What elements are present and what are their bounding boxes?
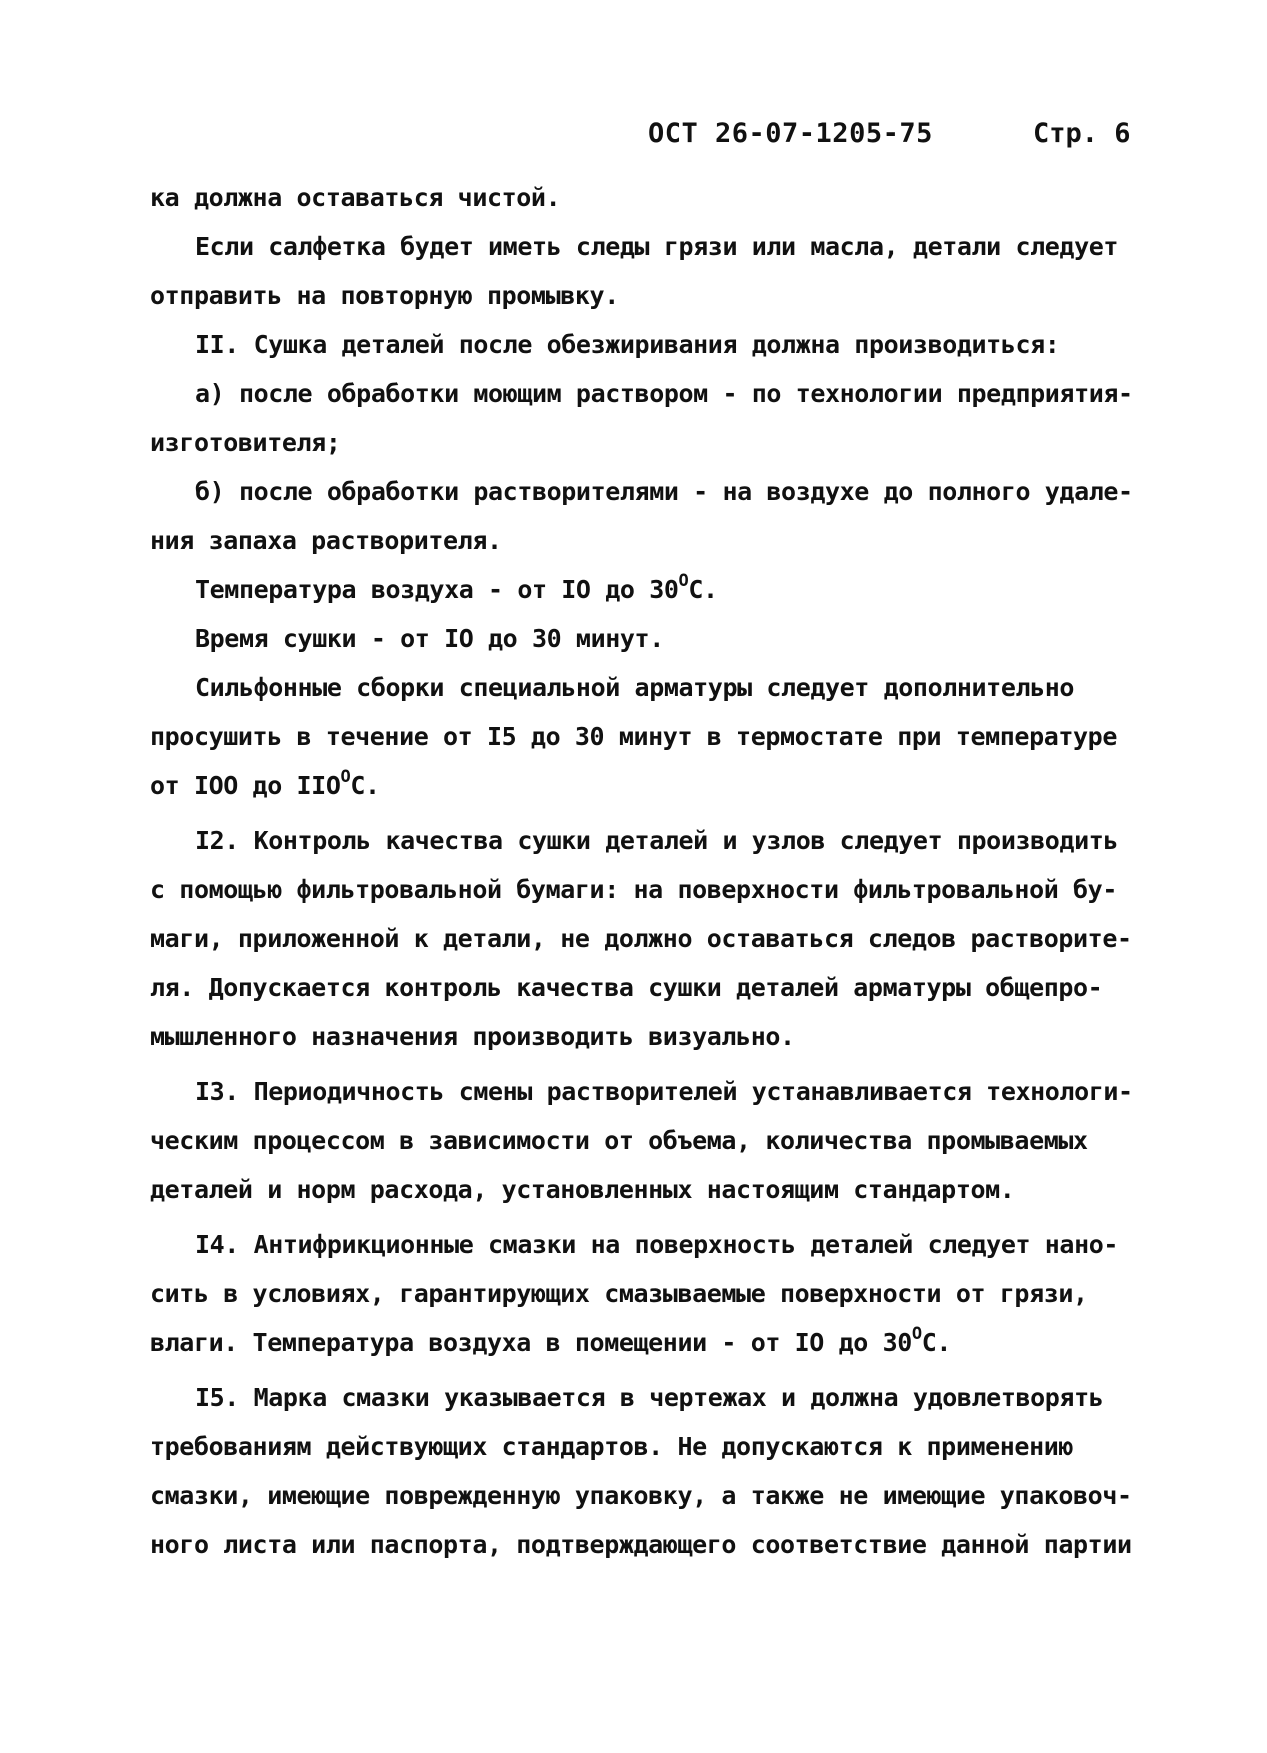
degree-superscript: O [911,1324,922,1344]
clause-15-line: I5. Марка смазки указывается в чертежах и должна удовлетворять [195,1383,1104,1412]
body-text [150,173,1190,1569]
text-line [150,1318,1190,1367]
page-header [648,118,1148,158]
text-line: Если салфетка будет иметь следы грязи или масла, детали следует [195,232,1119,261]
text-line: ка должна оставаться чистой. [150,183,561,212]
document-code: ОСТ 26-07-1205-75 [648,118,933,149]
text-line: ния запаха растворителя. [150,526,502,555]
text-run: влаги. Температура воздуха в помещении - от IO до 30 [150,1328,912,1357]
text-line: б) после обработки растворителями - на воздухе до полного удале- [195,477,1133,506]
page-number: Стр. 6 [1033,118,1131,149]
degree-superscript: O [340,767,351,787]
text-line: сить в условиях, гарантирующих смазываемые поверхности от грязи, [150,1279,1088,1308]
text-run: от IOO до IIO [150,771,341,800]
text-line: ного листа или паспорта, подтверждающего соответствие данной партии [150,1530,1132,1559]
text-line: ля. Допускается контроль качества сушки деталей арматуры общепро- [150,973,1103,1002]
text-line: мышленного назначения производить визуально. [150,1022,795,1051]
text-line: а) после обработки моющим раствором - по технологии предприятия- [195,379,1133,408]
text-line [150,761,1190,810]
clause-14-line: I4. Антифрикционные смазки на поверхность деталей следует нано- [195,1230,1119,1259]
text-run: Температура воздуха - от IO до 30 [195,575,679,604]
text-line: ческим процессом в зависимости от объема, количества промываемых [150,1126,1088,1155]
text-line: с помощью фильтровальной бумаги: на поверхности фильтровальной бу- [150,875,1117,904]
clause-13-line: I3. Периодичность смены растворителей устанавливается технологи- [195,1077,1133,1106]
text-line: требованиям действующих стандартов. Не допускаются к применению [150,1432,1074,1461]
text-line: отправить на повторную промывку. [150,281,619,310]
text-line: изготовителя; [150,428,341,457]
text-line [150,565,1190,614]
text-line: просушить в течение от I5 до 30 минут в термостате при температуре [150,722,1117,751]
text-line: Время сушки - от IO до 30 минут. [195,624,664,653]
clause-12-line: I2. Контроль качества сушки деталей и узлов следует производить [195,826,1119,855]
text-run: C. [688,575,718,604]
clause-11-line: II. Сушка деталей после обезжиривания должна производиться: [195,330,1060,359]
text-line: деталей и норм расхода, установленных настоящим стандартом. [150,1175,1015,1204]
text-run: C. [921,1328,952,1357]
text-line: смазки, имеющие поврежденную упаковку, а также не имеющие упаковоч- [150,1481,1132,1510]
degree-superscript: O [678,571,689,591]
text-run: C. [350,771,380,800]
text-line: Сильфонные сборки специальной арматуры следует дополнительно [195,673,1075,702]
text-line: маги, приложенной к детали, не должно оставаться следов растворите- [150,924,1132,953]
